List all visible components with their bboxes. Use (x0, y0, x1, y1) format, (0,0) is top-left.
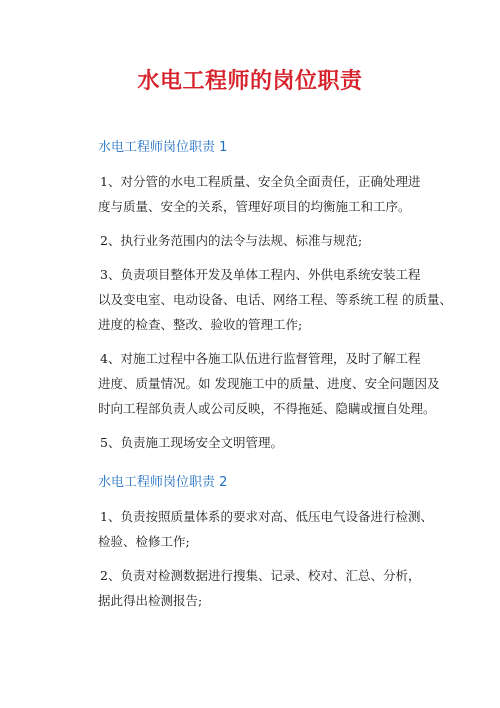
paragraph-line: 2、执行业务范围内的法令与法规、标准与规范; (100, 233, 363, 248)
document-body (98, 139, 454, 622)
document-title: 水电工程师的岗位职责 (137, 69, 363, 94)
paragraph-line: 5、负责施工现场安全文明管理。 (100, 435, 283, 450)
paragraph-line: 据此得出检测报告; (98, 593, 203, 608)
paragraph-line: 时向工程部负责人或公司反映，不得拖延、隐瞒或擅自处理。 (98, 401, 436, 416)
paragraph (98, 504, 454, 554)
paragraph-line: 检验、检修工作; (98, 534, 190, 549)
paragraph (98, 430, 454, 455)
paragraph-line: 度与质量、安全的关系，管理好项目的均衡施工和工序。 (98, 199, 411, 214)
section-spacer (98, 464, 454, 474)
paragraph-line: 3、负责项目整体开发及单体工程内、外供电系统安装工程 (100, 267, 421, 282)
paragraph-line: 1、对分管的水电工程质量、安全负全面责任，正确处理进 (100, 174, 421, 189)
paragraph-line: 2、负责对检测数据进行搜集、记录、校对、汇总、分析， (100, 568, 421, 583)
paragraph (98, 262, 454, 337)
section-heading: 水电工程师岗位职责 1 (98, 140, 228, 155)
paragraph-line: 1、负责按照质量体系的要求对高、低压电气设备进行检测、 (100, 509, 433, 524)
section-2 (98, 474, 454, 613)
paragraph-line: 4、对施工过程中各施工队伍进行监督管理，及时了解工程 (100, 351, 421, 366)
paragraph-line: 以及变电室、电动设备、电话、网络工程、等系统工程 的质量、 (98, 292, 452, 307)
section-heading: 水电工程师岗位职责 2 (98, 475, 228, 490)
paragraph (98, 169, 454, 219)
paragraph (98, 563, 454, 613)
paragraph (98, 346, 454, 421)
paragraph (98, 228, 454, 253)
paragraph-line: 进度的检查、整改、验收的管理工作; (98, 317, 303, 332)
section-1 (98, 139, 454, 455)
paragraph-line: 进度、质量情况。如 发现施工中的质量、进度、安全问题因及 (98, 376, 440, 391)
